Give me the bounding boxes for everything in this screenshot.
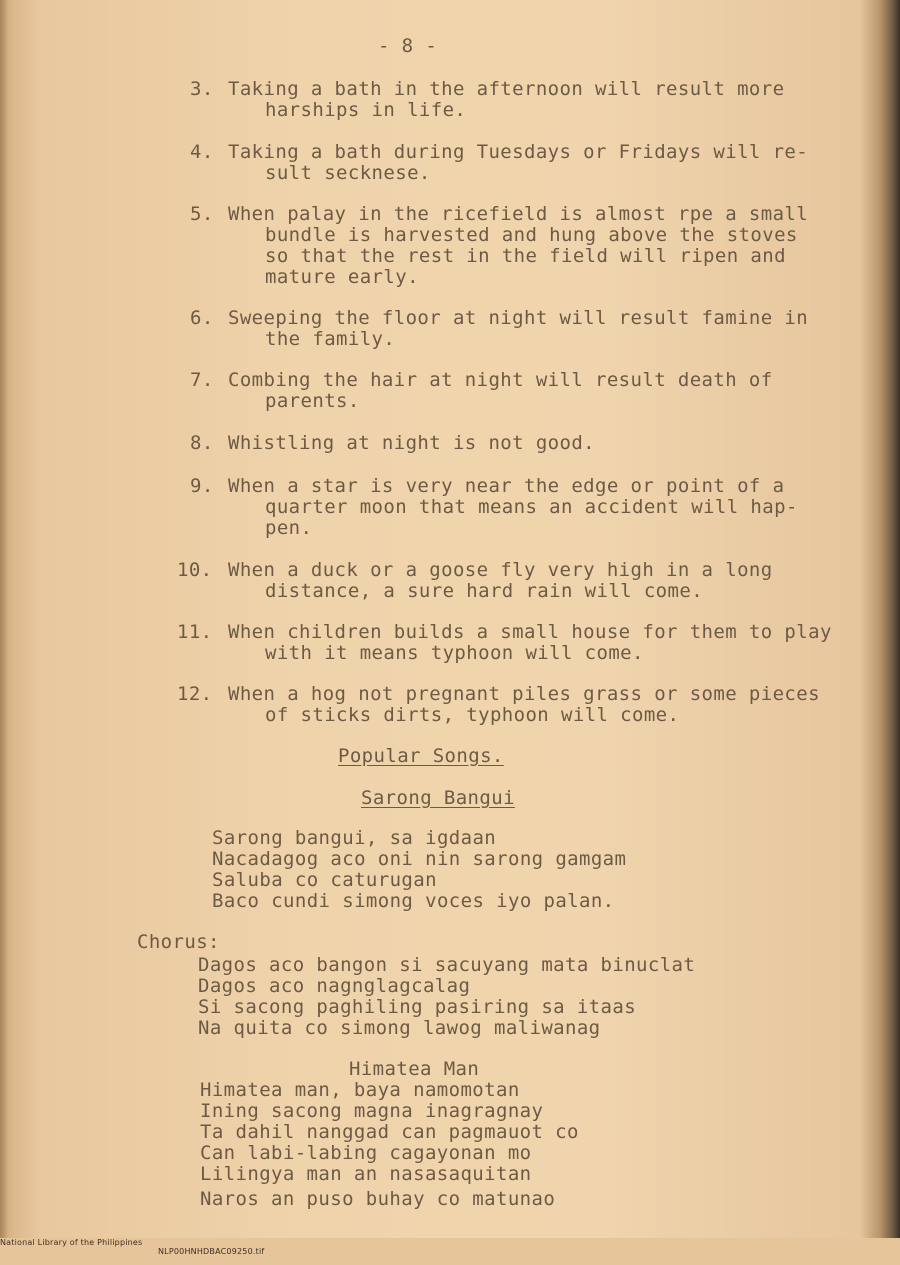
song-line: Ining sacong magna inagragnay <box>200 1100 544 1122</box>
library-label: National Library of the Philippines <box>0 1238 143 1247</box>
song-line: Sarong bangui, sa igdaan <box>212 827 497 849</box>
item-line: of sticks dirts, typhoon will come. <box>265 704 680 726</box>
item-line: When palay in the ricefield is almost rpe a small <box>228 203 809 225</box>
song-title-text: Sarong Bangui <box>361 787 515 809</box>
song-line: Saluba co caturugan <box>212 869 437 891</box>
song-line: Dagos aco bangon si sacuyang mata binuclat <box>198 954 696 976</box>
item-number: 7. <box>190 369 214 391</box>
song-line: Naros an puso buhay co matunao <box>200 1188 556 1210</box>
song-line: Lilingya man an nasasaquitan <box>200 1163 532 1185</box>
song-title <box>361 788 515 809</box>
item-number: 5. <box>190 203 214 225</box>
item-line: the family. <box>265 328 396 350</box>
song-line: Nacadagog aco oni nin sarong gamgam <box>212 848 627 870</box>
item-number: 12. <box>177 683 213 705</box>
item-line: Whistling at night is not good. <box>228 432 596 454</box>
item-number: 11. <box>177 621 213 643</box>
item-line: When children builds a small house for them to play <box>228 621 832 643</box>
item-line: distance, a sure hard rain will come. <box>265 580 704 602</box>
song-line: Si sacong paghiling pasiring sa itaas <box>198 996 637 1018</box>
item-line: parents. <box>265 390 360 412</box>
item-line: When a hog not pregnant piles grass or some pieces <box>228 683 820 705</box>
section-title-text: Popular Songs. <box>338 745 504 767</box>
song-line: Dagos aco nagnglagcalag <box>198 975 471 997</box>
item-line: sult secknese. <box>265 162 431 184</box>
section-title <box>338 746 504 767</box>
song-line: Ta dahil nanggad can pagmauot co <box>200 1121 579 1143</box>
item-line: so that the rest in the field will ripen and <box>265 245 786 267</box>
item-line: When a star is very near the edge or point of a <box>228 475 785 497</box>
item-line: Taking a bath during Tuesdays or Fridays will re- <box>228 141 809 163</box>
page-number: - 8 - <box>378 35 438 57</box>
item-line: quarter moon that means an accident will hap- <box>265 496 798 518</box>
item-line: Taking a bath in the afternoon will result more <box>228 78 785 100</box>
item-line: Sweeping the floor at night will result famine in <box>228 307 809 329</box>
item-line: harships in life. <box>265 99 467 121</box>
scan-footer <box>0 1229 265 1265</box>
chorus-label: Chorus: <box>137 931 220 953</box>
item-number: 10. <box>177 559 213 581</box>
item-number: 6. <box>190 307 214 329</box>
item-line: mature early. <box>265 266 419 288</box>
item-number: 3. <box>190 78 214 100</box>
item-line: bundle is harvested and hung above the stoves <box>265 224 798 246</box>
song-line: Na quita co simong lawog maliwanag <box>198 1017 601 1039</box>
item-line: pen. <box>265 517 313 539</box>
item-line: with it means typhoon will come. <box>265 642 644 664</box>
item-line: Combing the hair at night will result death of <box>228 369 773 391</box>
item-number: 8. <box>190 432 214 454</box>
song-title: Himatea Man <box>349 1058 480 1080</box>
file-name: NLP00HNHDBAC09250.tif <box>158 1247 265 1256</box>
song-line: Himatea man, baya namomotan <box>200 1079 520 1101</box>
item-number: 9. <box>190 475 214 497</box>
item-line: When a duck or a goose fly very high in a long <box>228 559 773 581</box>
item-number: 4. <box>190 141 214 163</box>
song-line: Baco cundi simong voces iyo palan. <box>212 890 615 912</box>
song-line: Can labi-labing cagayonan mo <box>200 1142 532 1164</box>
